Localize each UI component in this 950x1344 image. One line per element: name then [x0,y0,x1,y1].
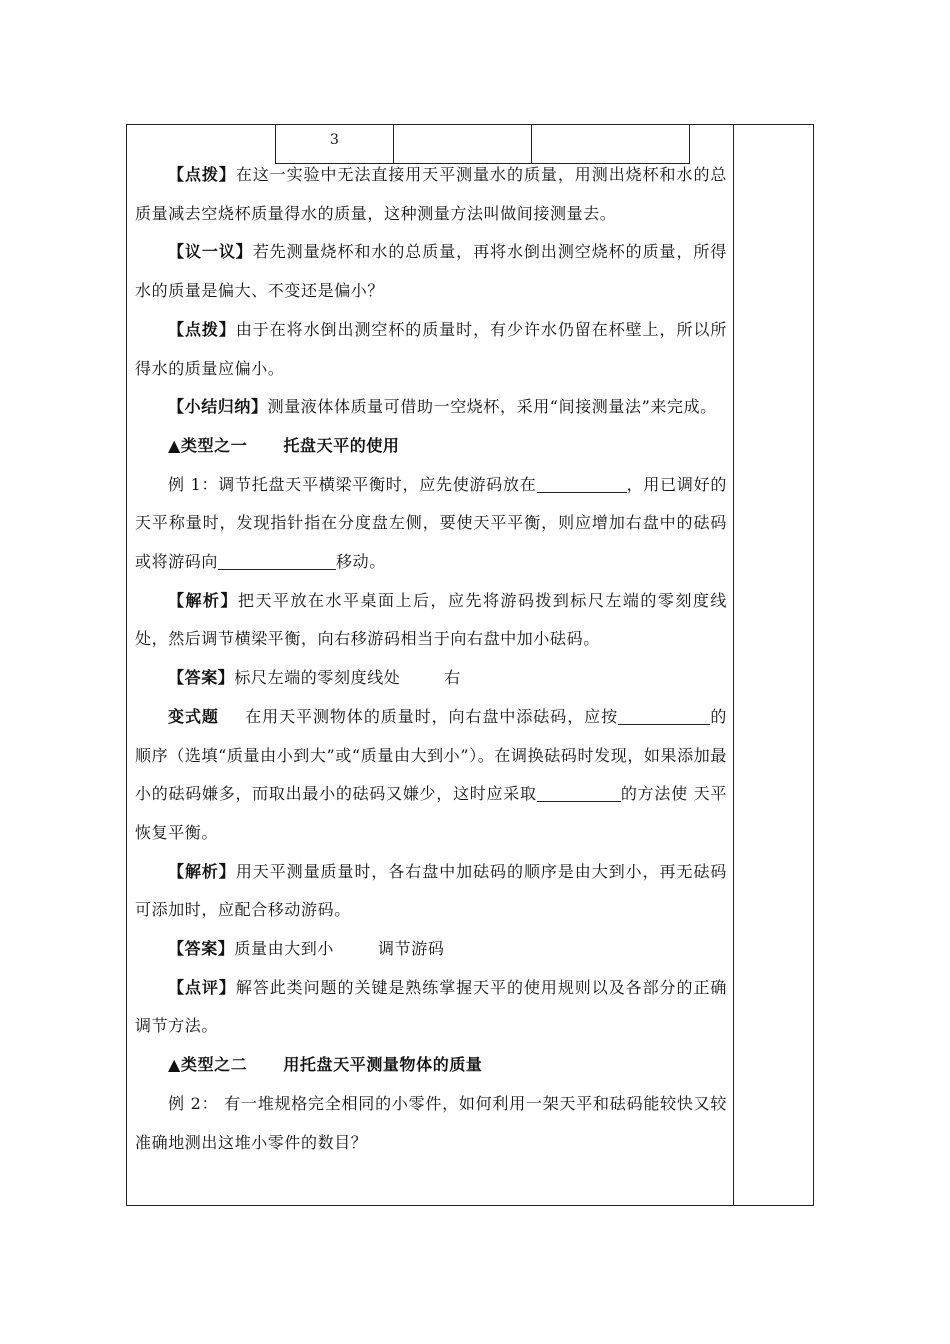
answer-blank[interactable] [618,706,710,725]
paragraph-text: 测量液体体质量可借助一空烧杯，采用“间接测量法”来完成。 [267,397,717,417]
example-2 [135,1085,727,1162]
section-title: ▲类型之二 [168,1055,248,1075]
paragraph-tag: 【解析】 [168,861,236,881]
section-heading-type1 [135,427,727,466]
answer-text: 质量由大到小 [234,939,335,959]
answer-text: 标尺左端的零刻度线处 [234,668,401,688]
example-text: 移动。 [336,552,386,572]
paragraph-tag: 【点拨】 [168,165,236,184]
analysis-2 [135,853,727,930]
variant-text: 在用天平测物体的质量时，向右盘中添砝码，应按 [244,706,619,726]
paragraph-tag: 【点拨】 [168,319,236,339]
answer-blank[interactable] [537,783,621,802]
answer-text: 右 [444,668,462,688]
section-title: ▲类型之一 [168,435,248,455]
hint-paragraph-1 [135,156,727,233]
paragraph-text: 用天平测量质量时，各右盘中加砝码的顺序是由大到小，再无砝码可添加时，应配合移动游码。 [135,861,728,920]
variant-question [135,698,727,853]
answer-text: 调节游码 [378,939,445,959]
paragraph-tag: 【答案】 [168,668,235,688]
paragraph-tag: 【答案】 [168,939,235,959]
paragraph-text: 由于在将水倒出测空杯的质量时，有少许水仍留在杯壁上，所以所得水的质量应偏小。 [135,319,728,378]
example-text: 例 2： 有一堆规格完全相同的小零件，如何利用一架天平和砝码能较快又较准确地测出这堆小零件的数目？ [135,1093,727,1152]
answer-blank[interactable] [537,474,627,493]
paragraph-tag: 【点评】 [168,977,236,997]
document-content [135,156,727,1162]
section-name: 托盘天平的使用 [283,435,400,455]
paragraph-text: 若先测量烧杯和水的总质量，再将水倒出测空烧杯的质量，所得水的质量是偏大、不变还是偏小？ [135,242,727,301]
paragraph-text: 把天平放在水平桌面上后，应先将游码拨到标尺左端的零刻度线处，然后调节横梁平衡，向右移游码相当于向右盘中加小砝码。 [135,590,727,649]
table-cell-row-label: 3 [276,124,394,163]
example-text: ，用已调好的天平称量时，发现指针指在分度盘左侧，要使天平平衡，则应增加右盘中的砝码或将游码向 [135,474,727,572]
paragraph-text: 在这一实验中无法直接用天平测量水的质量，用测出烧杯和水的总质量减去空烧杯质量得水的质量，这种测量方法叫做间接测量去。 [135,165,728,223]
discuss-paragraph [135,233,727,310]
answer-2 [135,930,727,969]
variant-text: 的方法使 天平恢复平衡。 [135,784,727,842]
column-divider [733,124,734,1206]
paragraph-tag: 【解析】 [168,590,238,610]
answer-blank[interactable] [218,551,336,570]
summary-paragraph [135,388,727,427]
variant-text: 的顺序（选填“质量由小到大”或“质量由大到小”）。在调换砝码时发现，如果添加最小的砝码嫌多，而取出最小的砝码又嫌少，这时应采取 [135,706,727,804]
example-1 [135,466,727,582]
hint-paragraph-2 [135,311,727,388]
variant-tag: 变式题 [168,706,219,726]
paragraph-tag: 【议一议】 [168,242,253,262]
section-name: 用托盘天平测量物体的质量 [283,1055,483,1075]
comment-paragraph [135,969,727,1046]
answer-1 [135,659,727,698]
paragraph-text: 解答此类问题的关键是熟练掌握天平的使用规则以及各部分的正确调节方法。 [135,977,728,1036]
paragraph-tag: 【小结归纳】 [168,397,268,417]
analysis-1 [135,582,727,659]
example-text: 例 1：调节托盘天平横梁平衡时，应先使游码放在 [168,474,537,494]
section-heading-type2 [135,1046,727,1085]
